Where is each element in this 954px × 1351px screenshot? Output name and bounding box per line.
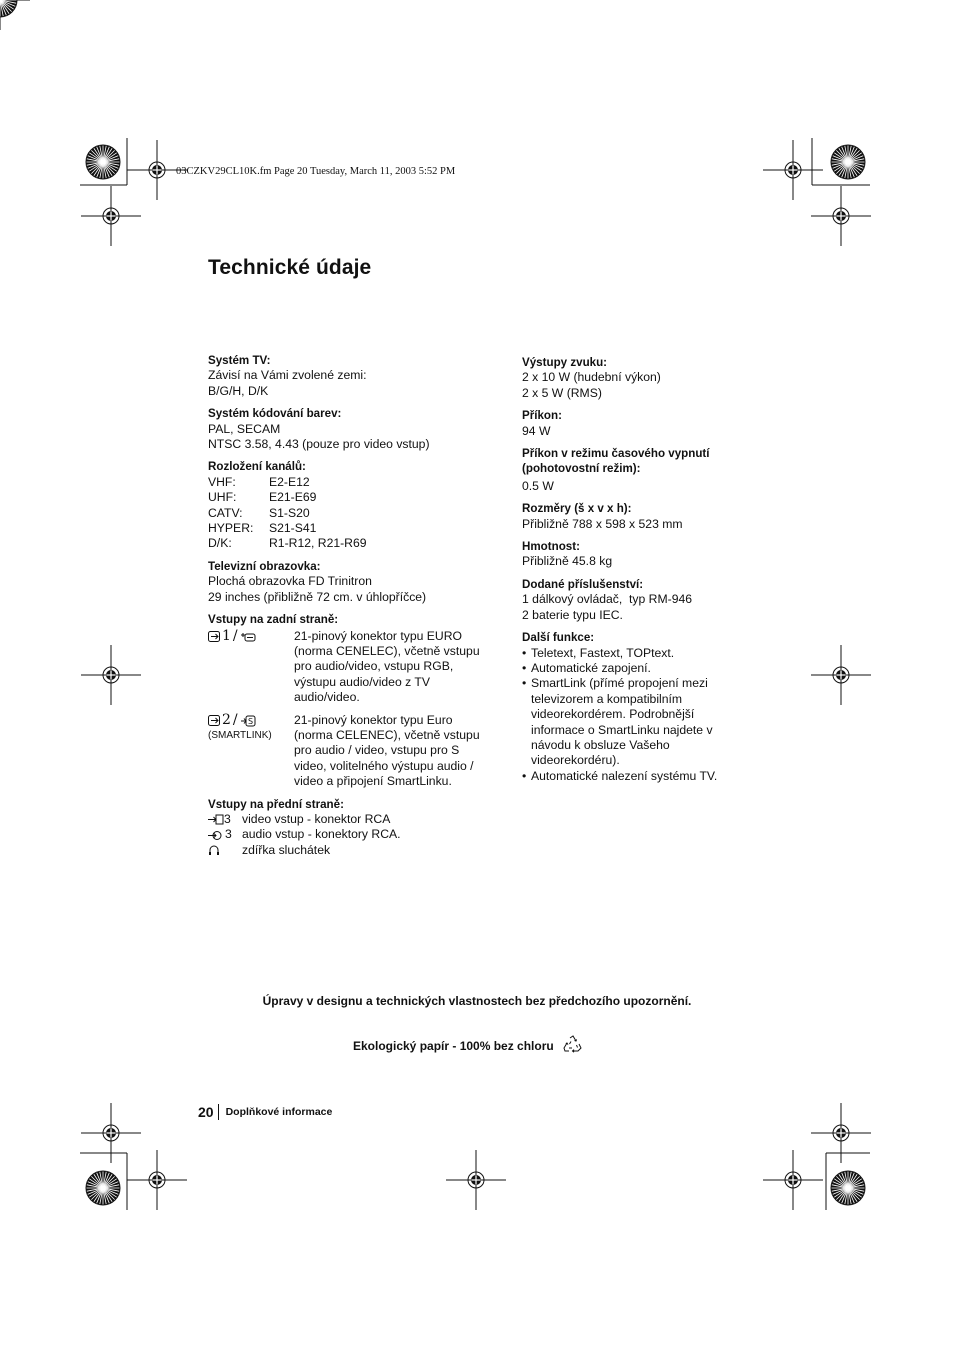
- recycle-icon: [563, 1035, 583, 1056]
- bullet-marker: •: [522, 660, 527, 675]
- color-system-line: NTSC 3.58, 4.43 (pouze pro video vstup): [208, 437, 430, 452]
- feature-item: [522, 661, 752, 676]
- system-tv-heading: Systém TV:: [208, 354, 271, 367]
- weight-heading: Hmotnost:: [522, 540, 580, 554]
- channel-band: VHF:: [208, 474, 236, 489]
- screen-section: [208, 559, 498, 605]
- left-column: [208, 353, 498, 865]
- audio-out-line: 2 x 10 W (hudební výkon): [522, 370, 661, 385]
- accessories-line: 1 dálkový ovládač, typ RM-946: [522, 592, 693, 607]
- accessories-line: 2 baterie typu IEC.: [522, 607, 623, 622]
- channel-band: HYPER:: [208, 521, 254, 536]
- standby-heading: (pohotovostní režim):: [522, 462, 641, 476]
- headphones-icon: [208, 844, 242, 856]
- screen-line: Plochá obrazovka FD Trinitron: [208, 574, 372, 589]
- dimensions-line: Přibližně 788 x 598 x 523 mm: [522, 516, 683, 531]
- connector-number: 2: [222, 711, 231, 728]
- euro-av1-icon: 1 /: [208, 629, 294, 645]
- standby-heading: Příkon v režimu časového vypnutí: [522, 447, 710, 461]
- footer-section-label: Doplňkové informace: [225, 1106, 333, 1118]
- front-inputs-section: [208, 797, 498, 859]
- channel-range: E21-E69: [269, 490, 317, 505]
- channels-section: [208, 459, 498, 551]
- system-tv-section: [208, 353, 498, 399]
- bullet-marker: •: [522, 645, 527, 660]
- video-input-icon: [208, 812, 242, 827]
- accessories-section: [522, 577, 752, 623]
- right-column: [522, 355, 752, 791]
- screen-line: 29 inches (přibližně 72 cm. v úhlopříčce): [208, 589, 427, 604]
- weight-section: [522, 539, 752, 570]
- screen-heading: Televizní obrazovka:: [208, 559, 321, 573]
- rear-inputs-heading: Vstupy na zadní straně:: [208, 613, 339, 627]
- weight-line: Přibližně 45.8 kg: [522, 554, 613, 569]
- page-title: Technické údaje: [208, 256, 372, 279]
- file-header-line: 03CZKV29CL10K.fm Page 20 Tuesday, March 11, 2003 5:52 PM: [176, 166, 456, 177]
- standby-section: [522, 446, 752, 494]
- system-tv-line: Závisí na Vámi zvolené zemi:: [208, 368, 367, 383]
- eco-paper-note: [353, 1035, 583, 1056]
- power-heading: Příkon:: [522, 409, 562, 423]
- rear-inputs-section: [208, 612, 498, 789]
- feature-text: Automatické nalezení systému TV.: [531, 768, 718, 783]
- connector-av1: [208, 629, 498, 706]
- channel-band: D/K:: [208, 536, 232, 551]
- audio-input-icon: [208, 827, 242, 842]
- system-tv-line: B/G/H, D/K: [208, 383, 269, 398]
- front-input-text: video vstup - konektor RCA: [242, 811, 391, 826]
- connector-description: 21-pinový konektor typu EURO (norma CENELEC), včetně vstupu pro audio/video, vstupu RGB, výstupu audio/video z TV audio/video.: [294, 628, 480, 705]
- standby-line: 0.5 W: [522, 478, 554, 493]
- feature-item: [522, 646, 752, 661]
- eco-paper-text: Ekologický papír - 100% bez chloru: [353, 1038, 554, 1053]
- channel-row: [208, 475, 498, 490]
- audio-out-heading: Výstupy zvuku:: [522, 356, 608, 369]
- color-system-line: PAL, SECAM: [208, 421, 281, 436]
- connector-av2: [208, 713, 498, 790]
- front-input-text: zdířka sluchátek: [242, 842, 331, 857]
- channel-range: R1-R12, R21-R69: [269, 536, 367, 551]
- accessories-heading: Dodané příslušenství:: [522, 577, 644, 591]
- dimensions-section: [522, 501, 752, 532]
- dimensions-heading: Rozměry (š x v x h):: [522, 502, 632, 516]
- channels-heading: Rozložení kanálů:: [208, 460, 306, 474]
- page-footer: [198, 1104, 332, 1120]
- connector-number: 1: [222, 627, 231, 644]
- channel-row: [208, 506, 498, 521]
- channel-range: S21-S41: [269, 521, 317, 536]
- connector-description: 21-pinový konektor typu Euro (norma CELENEC), včetně vstupu pro audio / video, vstupu pro S video, volitelného výstupu audio / video a připojení SmartLinku.: [294, 712, 480, 789]
- feature-text: SmartLink (přímé propojení mezi televizorem a kompatibilním videorekordérem. Podrobnější informace o SmartLinku najdete v návodu k obsluze Vašeho videorekordéru).: [531, 676, 713, 768]
- front-input-number: 3: [224, 811, 231, 826]
- channel-band: CATV:: [208, 505, 243, 520]
- design-change-notice: Úpravy v designu a technických vlastnostech bez předchozího upozornění.: [262, 994, 692, 1008]
- feature-item: [522, 676, 752, 768]
- channel-row: [208, 521, 498, 536]
- channel-range: S1-S20: [269, 505, 310, 520]
- color-system-section: [208, 406, 498, 452]
- features-section: [522, 630, 752, 784]
- channel-range: E2-E12: [269, 474, 310, 489]
- front-input-row: [208, 812, 498, 827]
- front-input-number: 3: [225, 827, 232, 842]
- front-input-row: [208, 827, 498, 842]
- bullet-marker: •: [522, 768, 527, 783]
- audio-out-line: 2 x 5 W (RMS): [522, 385, 602, 400]
- feature-text: Teletext, Fastext, TOPtext.: [531, 645, 675, 660]
- channel-row: [208, 490, 498, 505]
- features-heading: Další funkce:: [522, 631, 595, 645]
- page-number: 20: [198, 1104, 219, 1120]
- channel-row: [208, 536, 498, 551]
- power-line: 94 W: [522, 423, 551, 438]
- audio-out-section: [522, 355, 752, 401]
- color-system-heading: Systém kódování barev:: [208, 407, 342, 421]
- feature-item: [522, 769, 752, 784]
- bullet-marker: •: [522, 676, 527, 691]
- front-input-text: audio vstup - konektory RCA.: [242, 827, 401, 842]
- feature-text: Automatické zapojení.: [531, 660, 651, 675]
- channel-band: UHF:: [208, 490, 237, 505]
- smartlink-label: (SMARTLINK): [208, 729, 272, 741]
- euro-av2-icon: 2 / S: [208, 713, 294, 729]
- power-section: [522, 408, 752, 439]
- svg-text:S: S: [247, 716, 253, 726]
- front-inputs-heading: Vstupy na přední straně:: [208, 797, 344, 811]
- front-input-row: [208, 843, 498, 858]
